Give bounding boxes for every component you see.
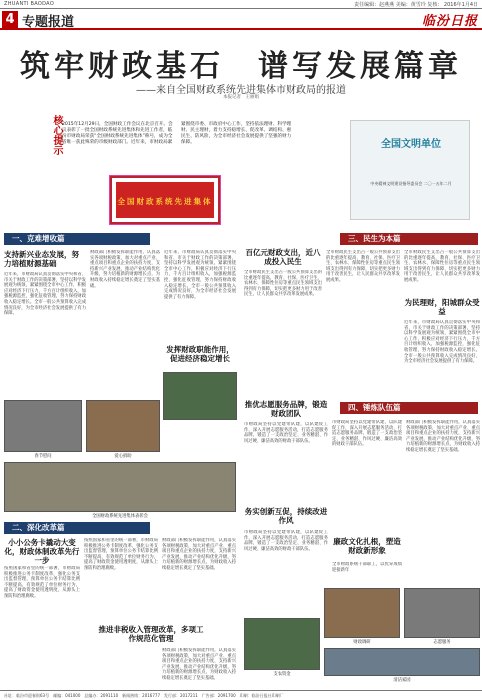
award-plaque-red [110, 176, 220, 224]
main-subtitle: ——来自全国财政系统先进集体市财政局的报道 [136, 85, 346, 96]
headline-4: 推进非税收入管理改革，多项工作规范化管理 [98, 625, 204, 643]
column-2a: 按照国家和省里的统一部署，市财政局积极推进公务卡制度改革，强化公务支出监督管理，预算单位公务卡结算比例不断提高，有效规范了单位财务行为，提高了财政资金使用透明度，从源头上预防和治理腐败。 [4, 566, 80, 599]
section-bar-1: 一、克难增收篇 [4, 233, 150, 245]
caption-3: 全国财政系统先进集体表彰会 [92, 514, 148, 519]
photo-8 [324, 648, 480, 676]
photo-3 [86, 400, 160, 452]
caption-8: 清洁家园 [393, 678, 411, 683]
column-4d: 财政部门积极发挥职能作用，认真落实各项财税政策，加大对重点产业、重点项目和重点企业的扶持力度，支持新兴产业发展，推动产业结构优化升级，努力培植新的财源增长点，为财政收入持续稳定增长奠定了坚实基础。 [406, 420, 480, 453]
headline-3: 小小公务卡撬动大变化，财政体制改革先行一步 [4, 538, 80, 565]
column-1a: 近年来，市财政局认真贯彻落实中央和省、市关于财政工作的决策部署，坚持以科学发展观为统领，紧紧围绕全市中心工作，积极应对经济下行压力，千方百计组织收入，加强税源监控，强化征收管理，努力保持财政收入稳定增长。全市一般公共预算收入完成情况良好，为全市经济社会发展提供了有力保障。 [4, 272, 86, 317]
page-number: 4 [2, 11, 18, 28]
award-plaque-blue-title: 全国文明单位 [381, 139, 441, 150]
column-4c: 市财政局坚持以党建带队建，以队建促工作，深入开展志愿服务活动，打造志愿服务品牌，锻造了一支政治坚定、业务精湛、作风过硬、廉洁高效的财政干部队伍。 [332, 420, 402, 448]
section-bar-3: 三、民生为本篇 [340, 233, 478, 245]
page-header [0, 10, 482, 30]
headline-1: 支持新兴业态发展，努力培植财源基础 [4, 250, 79, 268]
column-3a: 全市财政民生支出占一般公共预算支出的比重逐年提高，教育、社保、医疗卫生、农林水、保障性住房等重点民生领域支出得到有力保障，切实把更多财力用于改善民生，让人民群众共享改革发展成果。 [244, 270, 322, 298]
photo-5 [244, 618, 320, 670]
column-1b: 财政部门积极发挥职能作用，认真落实各项财税政策，加大对重点产业、重点项目和重点企业的扶持力度，支持新兴产业发展，推动产业结构优化升级，努力培植新的财源增长点，为财政收入持续稳定增长奠定了坚实基础。 [90, 250, 160, 289]
photo-4 [4, 462, 236, 512]
newspaper-logo: 临汾日报 [421, 14, 478, 29]
caption-6: 财政调研 [353, 640, 371, 645]
editor-info: 责任编辑：赵燕燕 美编：黄雪玲 复核： 2016年1月4日 [354, 2, 478, 8]
section-bar-2: 二、深化改革篇 [4, 522, 150, 534]
masthead [0, 33, 482, 103]
caption-7: 志愿服务 [433, 640, 451, 645]
column-4a: 市财政局坚持以党建带队建，以队建促工作，深入开展志愿服务活动，打造志愿服务品牌，锻造了一支政治坚定、业务精湛、作风过硬、廉洁高效的财政干部队伍。 [244, 422, 328, 444]
column-3c: 全市财政民生支出占一般公共预算支出的比重逐年提高，教育、社保、医疗卫生、农林水、保障性住房等重点民生领域支出得到有力保障，切实把更多财力用于改善民生，让人民群众共享改革发展成果。 [404, 250, 480, 283]
section-name: 专题报道 [22, 15, 75, 30]
caption-1: 春节慰问 [34, 454, 52, 459]
headline-5: 百亿元财政支出，近八成投入民生 [245, 248, 321, 266]
caption-2: 爱心捐助 [114, 454, 132, 459]
caption-5: 支农资金 [273, 672, 291, 677]
headline-8: 务实创新互促，持续改进作风 [244, 507, 328, 525]
section-bar-4: 四、锤炼队伍篇 [340, 402, 478, 414]
footer-strip: 社址：临汾市迎春街63号 邮编：041000 总编办：2091110 新闻热线：2016777 发行部：2017211 广告部：2091700 印刷：临汾日报社印刷厂 [0, 690, 482, 700]
photo-1 [163, 372, 237, 420]
column-3d: 近年来，市财政局认真贯彻落实中央和省、市关于财政工作的决策部署，坚持以科学发展观为统领，紧紧围绕全市中心工作，积极应对经济下行压力，千方百计组织收入，加强税源监控，强化征收管理，努力保持财政收入稳定增长。全市一般公共预算收入完成情况良好，为全市经济社会发展提供了有力保障。 [404, 320, 480, 365]
award-plaque-blue-sub: 中央精神文明建设指导委员会 二〇一五年二月 [370, 181, 452, 186]
headline-6: 为民理财，阳城群众受益 [404, 298, 480, 316]
top-strip [0, 0, 482, 9]
headline-7: 推优志愿服务品牌，锻造财政团队 [244, 400, 328, 418]
headline-9: 廉政文化扎根，塑造财政新形象 [333, 537, 401, 555]
column-4e: 全市财政系统干部职工，以优异成绩迎接新年 [332, 562, 402, 573]
pinyin-header: ZHUANTI BAODAO [4, 1, 55, 7]
award-plaque-text: 全国财政系统先进集体 [116, 182, 214, 218]
column-1c: 近年来，市财政局认真贯彻落实中央和省、市关于财政工作的决策部署，坚持以科学发展观为统领，紧紧围绕全市中心工作，积极应对经济下行压力，千方百计组织收入，加强税源监控，强化征收管理，努力保持财政收入稳定增长。全市一般公共预算收入完成情况良好，为全市经济社会发展提供了有力保障。 [164, 250, 236, 300]
main-title: 筑牢财政基石 谱写发展篇章 [20, 49, 462, 84]
column-2b: 按照国家和省里的统一部署，市财政局积极推进公务卡制度改革，强化公务支出监督管理，预算单位公务卡结算比例不断提高，有效规范了单位财务行为，提高了财政资金使用透明度，从源头上预防和治理腐败。 [84, 538, 158, 571]
photo-6 [324, 588, 400, 638]
photo-7 [404, 588, 480, 638]
byline: 本报记者 王丽娟 [223, 95, 259, 100]
column-4b: 市财政局坚持以党建带队建，以队建促工作，深入开展志愿服务活动，打造志愿服务品牌，锻造了一支政治坚定、业务精湛、作风过硬、廉洁高效的财政干部队伍。 [244, 530, 328, 552]
photo-2 [4, 400, 82, 452]
headline-2: 发挥财政职能作用，促进经济稳定增长 [166, 345, 234, 363]
column-2d: 财政部门积极发挥职能作用，认真落实各项财税政策，加大对重点产业、重点项目和重点企业的扶持力度，支持新兴产业发展，推动产业结构优化升级，努力培植新的财源增长点，为财政收入持续稳定增长奠定了坚实基础。 [162, 648, 236, 681]
column-3b: 全市财政民生支出占一般公共预算支出的比重逐年提高，教育、社保、医疗卫生、农林水、保障性住房等重点民生领域支出得到有力保障，切实把更多财力用于改善民生，让人民群众共享改革发展成果。 [326, 250, 400, 283]
award-plaque-blue [350, 120, 470, 220]
column-2c: 财政部门积极发挥职能作用，认真落实各项财税政策，加大对重点产业、重点项目和重点企业的扶持力度，支持新兴产业发展，推动产业结构优化升级，努力培植新的财源增长点，为财政收入持续稳定增长奠定了坚实基础。 [162, 538, 236, 571]
tip-label: 核心提示 [51, 115, 62, 155]
intro-text: 2015年12月29日，全国财政工作会议在北京召开。会议表彰了一批全国财政系统先进集体和先进工作者，临汾市财政局荣获“全国财政系统先进集体”称号，成为全省唯一获此殊荣的市级财政部门。近年来，市财政局紧紧围绕市委、市政府中心工作，坚持依法理财、科学理财、民主理财，着力支持稳增长、促改革、调结构、惠民生、防风险，为全市经济社会发展提供了坚强的财力保障。 [62, 122, 292, 145]
